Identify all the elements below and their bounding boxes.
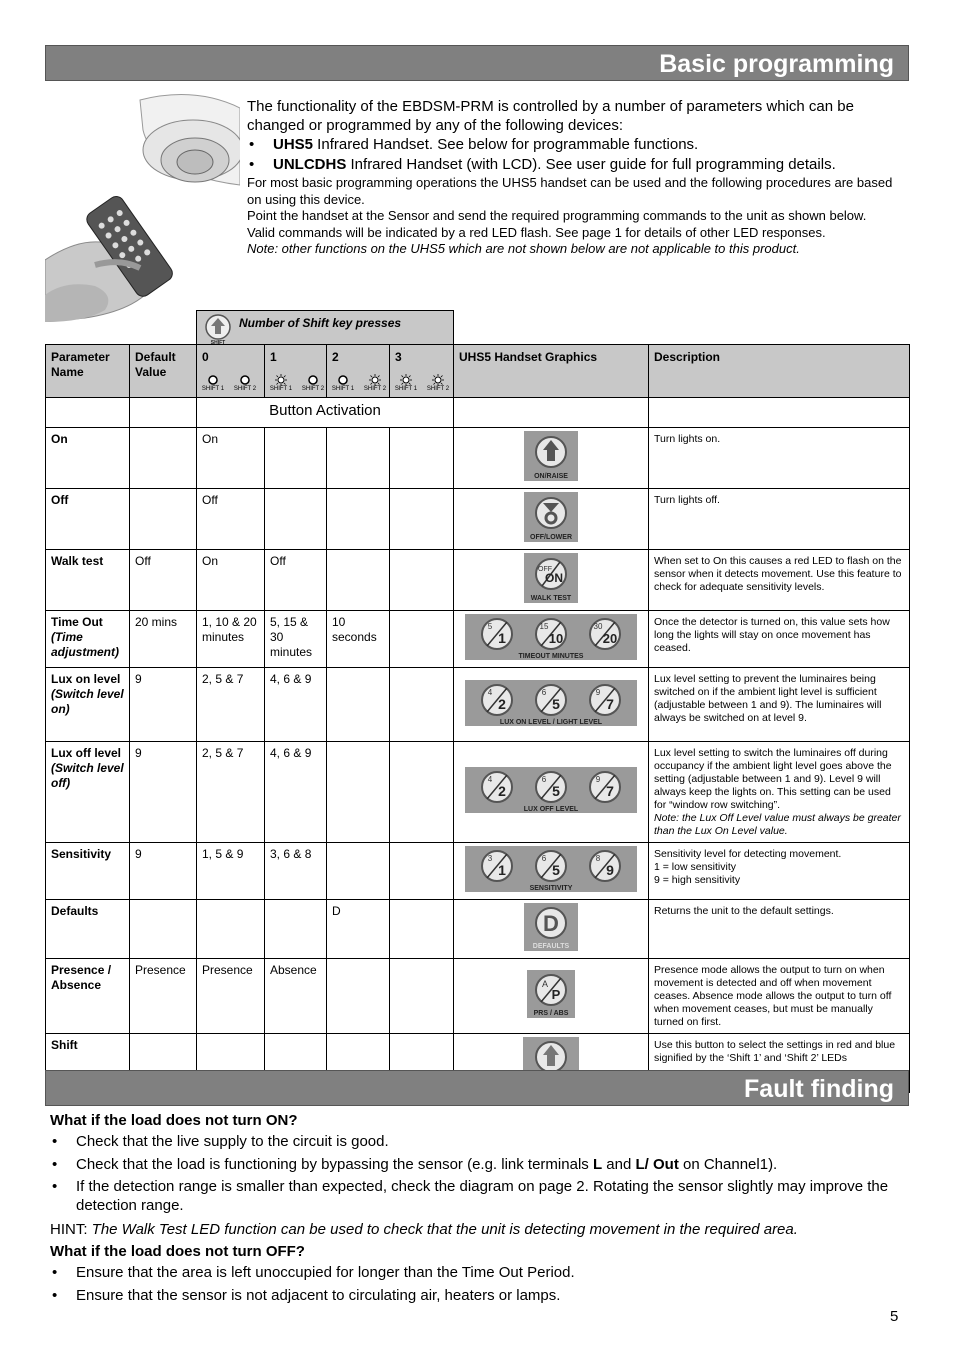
svg-text:ON/RAISE: ON/RAISE [534, 473, 568, 480]
question-not-turn-on: What if the load does not turn ON? [50, 1112, 298, 1129]
svg-text:5: 5 [552, 862, 560, 878]
svg-text:SHIFT: SHIFT [210, 340, 226, 345]
intro-text [247, 97, 907, 258]
header-shift-2: 2 SHIFT 1 SHIFT 2 [327, 345, 390, 398]
table-header-row [46, 345, 910, 398]
svg-text:LUX ON LEVEL / LIGHT LEVEL: LUX ON LEVEL / LIGHT LEVEL [499, 718, 603, 726]
svg-text:4: 4 [487, 687, 493, 697]
svg-text:5: 5 [552, 695, 560, 712]
intro-note: Note: other functions on the UHS5 which are not shown below are not applicable to this product. [247, 241, 800, 256]
svg-text:9: 9 [595, 687, 601, 697]
not-turn-off-list [50, 1263, 900, 1305]
table-row: Defaults D D DEFAULTS Returns the unit to the default settings. [46, 900, 910, 959]
list-item: • Ensure that the sensor is not adjacent to circulating air, heaters or lamps. [50, 1286, 900, 1305]
table-row: On On ON/RAISE Turn lights on. [46, 428, 910, 489]
timeout-minutes-buttons-icon [465, 614, 637, 660]
svg-text:6: 6 [541, 775, 547, 784]
svg-text:8: 8 [595, 854, 601, 863]
programming-table [45, 344, 910, 1093]
page-number: 5 [890, 1308, 899, 1325]
table-row: Off Off OFF/LOWER Turn lights off. [46, 489, 910, 550]
svg-text:20: 20 [602, 631, 618, 646]
svg-text:SENSITIVITY: SENSITIVITY [529, 885, 573, 892]
svg-text:WALK TEST: WALK TEST [530, 595, 572, 602]
header-default-value: Default Value [130, 345, 197, 398]
header-handset-graphics: UHS5 Handset Graphics [454, 345, 649, 398]
sensor-and-handset-image [45, 90, 240, 322]
table-row: Walk test Off On Off OFF ON WALK TEST When set to On this causes a red LED to flash on the sensor when it detects movement. Use this feature to check for adequate sensitivity levels. [46, 550, 910, 611]
svg-text:LUX OFF LEVEL: LUX OFF LEVEL [523, 806, 579, 813]
svg-text:10: 10 [548, 631, 564, 646]
list-item: • Check that the live supply to the circuit is good. [50, 1132, 900, 1151]
table-row: Shift Use this button to select the settings in red and blue signified by the ‘Shift 1’ and ‘Shift 2’ LEDs [46, 1034, 910, 1093]
table-row: Lux on level (Switch level on) 9 2, 5 & 7 4, 6 & 9 4 2 6 5 9 7 LUX ON LEVEL / LIGHT LEVEL Lux level setting to prevent the luminaires being switched on if the ambient light level is sufficient (adjustable between 1 and 9). The luminaires will always be switched on at level 9. [46, 668, 910, 742]
svg-text:7: 7 [606, 695, 614, 712]
table-row: Sensitivity 9 1, 5 & 9 3, 6 & 8 3 1 6 5 8 9 SENSITIVITY Sensitivity level for detecting movement. 1 = low sensitivity 9 = high sensitivity [46, 843, 910, 900]
intro-p2: For most basic programming operations the UHS5 handset can be used and the following procedures are based on using this device. [247, 175, 893, 207]
svg-text:D: D [543, 911, 559, 936]
defaults-button-icon [524, 903, 578, 951]
walk-test-button-icon [524, 553, 578, 603]
not-turn-on-list [50, 1132, 900, 1215]
table-row: Lux off level (Switch level off) 9 2, 5 & 7 4, 6 & 9 4 2 6 5 9 7 LUX OFF LEVEL Lux level setting to switch the luminaires off during occupancy if the ambient light level goes above the setting (adjustable between 1 and 9). Level 9 will always keep the lights on. This setting can be used for “window row switching”. Note: the Lux Off Level value must always be greater than the Lux On Level value. [46, 742, 910, 843]
section-title-basic-programming: Basic programming [45, 45, 909, 81]
table-row: Presence / Absence Presence Presence Absence A P PRS / ABS Presence mode allows the output to turn on when movement is detected and off when movement ceases. Absence mode allows the output to turn off when movement ceases, but must be manually turned on first. [46, 959, 910, 1034]
svg-text:OFF: OFF [538, 566, 552, 573]
header-shift-3: 3 SHIFT 1 SHIFT 2 [390, 345, 454, 398]
svg-text:5: 5 [487, 622, 493, 631]
header-description: Description [649, 345, 910, 398]
list-item: • If the detection range is smaller than expected, check the diagram on page 2. Rotating the sensor slightly may improve the detection range. [50, 1177, 900, 1215]
svg-text:PRS / ABS: PRS / ABS [533, 1010, 569, 1017]
svg-text:6: 6 [541, 854, 547, 863]
svg-text:6: 6 [541, 687, 547, 697]
header-shift-1: 1 SHIFT 1 SHIFT 2 [265, 345, 327, 398]
shift-presses-header [196, 310, 454, 346]
lux-off-level-buttons-icon [465, 767, 637, 813]
svg-text:ON: ON [545, 571, 563, 585]
svg-text:P: P [551, 987, 561, 1002]
intro-p4: Valid commands will be indicated by a red LED flash. See page 1 for details of other LED responses. [247, 224, 826, 240]
svg-text:5: 5 [552, 783, 560, 799]
svg-text:TIMEOUT MINUTES: TIMEOUT MINUTES [518, 653, 584, 660]
header-shift-0: 0 SHIFT 1 SHIFT 2 [197, 345, 265, 398]
svg-text:OFF/LOWER: OFF/LOWER [530, 534, 572, 541]
sensitivity-buttons-icon [465, 846, 637, 892]
device-item-uhs5: • UHS5 Infrared Handset. See below for programmable functions. [247, 135, 907, 155]
svg-text:1: 1 [498, 630, 506, 646]
svg-text:A: A [541, 979, 549, 989]
svg-text:4: 4 [487, 775, 493, 784]
shift-key-icon [202, 313, 234, 345]
button-activation-label: Button Activation [197, 398, 454, 428]
svg-text:2: 2 [498, 695, 506, 712]
fault-finding-section [50, 1110, 900, 1308]
svg-text:7: 7 [606, 783, 614, 799]
device-item-unlcdhs: • UNLCDHS Infrared Handset (with LCD). See user guide for full programming details. [247, 155, 907, 175]
hint-text: HINT: The Walk Test LED function can be used to check that the unit is detecting movement in the required area. [50, 1220, 798, 1238]
svg-text:2: 2 [498, 783, 506, 799]
svg-text:15: 15 [539, 622, 549, 631]
question-not-turn-off: What if the load does not turn OFF? [50, 1243, 305, 1260]
intro-paragraph: The functionality of the EBDSM-PRM is controlled by a number of parameters which can be changed or programmed by any of the following devices: [247, 98, 854, 134]
svg-text:9: 9 [595, 775, 601, 784]
lux-on-level-buttons-icon [465, 680, 637, 726]
svg-text:1: 1 [498, 862, 506, 878]
shift-presses-caption: Number of Shift key presses [239, 316, 402, 330]
off-lower-button-icon [524, 492, 578, 542]
intro-p3: Point the handset at the Sensor and send the required programming commands to the unit as shown below. [247, 208, 867, 223]
device-list [247, 135, 907, 175]
table-row: Time Out (Time adjustment) 20 mins 1, 10 & 20 minutes 5, 15 & 30 minutes 10 seconds 5 1 15 10 30 20 TIMEOUT MINUTES Once the detector is turned on, this value sets how long the lights will stay on once movement has ceased. [46, 611, 910, 668]
svg-text:3: 3 [487, 854, 493, 863]
presence-absence-button-icon [527, 970, 575, 1018]
button-activation-row [46, 398, 910, 428]
on-raise-button-icon [524, 431, 578, 481]
header-parameter-name: Parameter Name [46, 345, 130, 398]
svg-text:30: 30 [593, 622, 603, 631]
svg-text:DEFAULTS: DEFAULTS [532, 943, 570, 950]
list-item: • Check that the load is functioning by bypassing the sensor (e.g. link terminals L and L/ Out on Channel1). [50, 1155, 900, 1174]
list-item: • Ensure that the area is left unoccupied for longer than the Time Out Period. [50, 1263, 900, 1282]
section-title-fault-finding: Fault finding [45, 1070, 909, 1106]
svg-text:9: 9 [606, 862, 614, 878]
